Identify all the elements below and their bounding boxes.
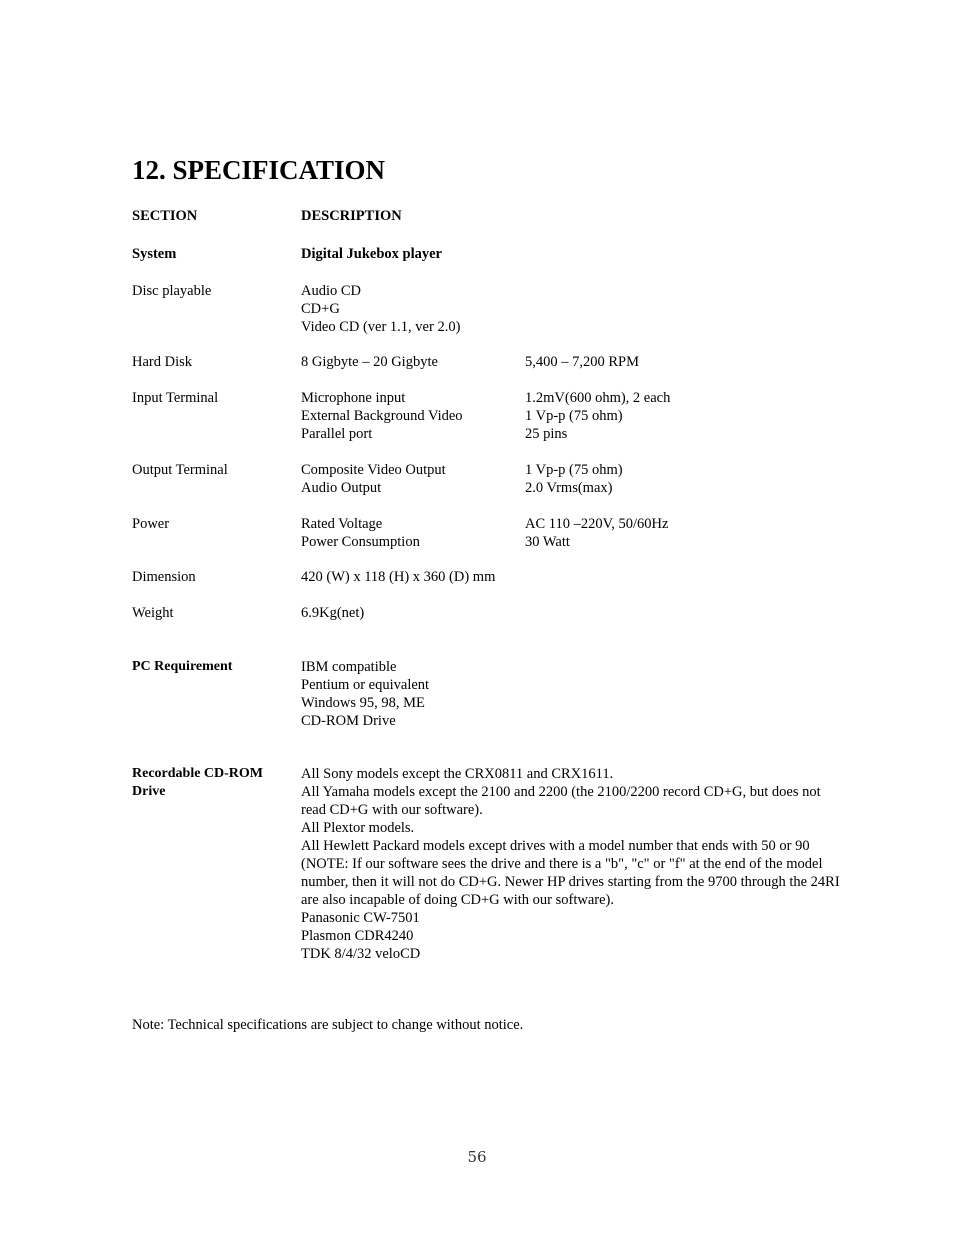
spec-value-output-terminal <box>301 461 446 497</box>
power-item: Power Consumption <box>301 534 420 550</box>
disc-item: Audio CD <box>301 283 362 299</box>
power-item: Rated Voltage <box>301 516 383 532</box>
spec-value-hard-disk: 8 Gigbyte – 20 Gigbyte <box>301 354 438 370</box>
input-item: Parallel port <box>301 426 373 442</box>
page-number: 56 <box>467 1148 487 1166</box>
input-detail: 25 pins <box>525 426 568 442</box>
spec-value-system: Digital Jukebox player <box>301 246 442 262</box>
input-item: External Background Video <box>301 408 463 424</box>
spec-detail-hard-disk: 5,400 – 7,200 RPM <box>525 354 640 370</box>
spec-label-power: Power <box>132 516 170 532</box>
cdrom-item: Panasonic CW-7501 <box>301 910 420 926</box>
disclaimer-note: Note: Technical specifications are subject to change without notice. <box>132 1017 524 1033</box>
disc-item: Video CD (ver 1.1, ver 2.0) <box>301 319 461 335</box>
page-title: 12. SPECIFICATION <box>132 155 386 185</box>
spec-value-power <box>301 515 420 551</box>
spec-value-pc-requirement <box>301 658 429 730</box>
pc-item: Windows 95, 98, ME <box>301 695 425 711</box>
cdrom-label-line: Drive <box>132 784 166 799</box>
pc-item: CD-ROM Drive <box>301 713 396 729</box>
spec-label-input-terminal: Input Terminal <box>132 390 219 406</box>
output-detail: 1 Vp-p (75 ohm) <box>525 462 623 478</box>
spec-label-weight: Weight <box>132 605 174 621</box>
cdrom-item: All Hewlett Packard models except drives with a model number that ends with 50 or 90 (NOTE: If our software sees the drive and there is a "b", "c" or "f" at the end of the model number, then it will not do CD+G. Newer HP drives starting from the 9700 through the 24RI are also incapable of doing CD+G with our software). <box>301 838 840 908</box>
input-item: Microphone input <box>301 390 406 406</box>
spec-value-recordable-cdrom <box>301 765 844 963</box>
spec-label-output-terminal: Output Terminal <box>132 462 228 478</box>
spec-detail-power <box>525 515 668 551</box>
spec-value-weight: 6.9Kg(net) <box>301 605 365 621</box>
cdrom-item: All Plextor models. <box>301 820 415 836</box>
cdrom-item: All Sony models except the CRX0811 and CRX1611. <box>301 766 614 782</box>
output-item: Audio Output <box>301 480 382 496</box>
spec-label-hard-disk: Hard Disk <box>132 354 193 370</box>
power-detail: 30 Watt <box>525 534 570 550</box>
spec-detail-output-terminal <box>525 461 623 497</box>
spec-label-dimension: Dimension <box>132 569 196 585</box>
power-detail: AC 110 –220V, 50/60Hz <box>525 516 669 532</box>
input-detail: 1.2mV(600 ohm), 2 each <box>525 390 671 406</box>
section-column-header: SECTION <box>132 208 198 224</box>
output-item: Composite Video Output <box>301 462 446 478</box>
cdrom-item: All Yamaha models except the 2100 and 2200 (the 2100/2200 record CD+G, but does not read CD+G with our software). <box>301 784 821 818</box>
description-column-header: DESCRIPTION <box>301 208 402 224</box>
spec-label-recordable-cdrom <box>132 765 292 801</box>
cdrom-item: Plasmon CDR4240 <box>301 928 414 944</box>
cdrom-label-line: Recordable CD-ROM <box>132 766 264 781</box>
pc-item: Pentium or equivalent <box>301 677 430 693</box>
cdrom-item: TDK 8/4/32 veloCD <box>301 946 421 962</box>
spec-detail-input-terminal <box>525 389 670 443</box>
output-detail: 2.0 Vrms(max) <box>525 480 613 496</box>
spec-value-input-terminal <box>301 389 463 443</box>
pc-item: IBM compatible <box>301 659 397 675</box>
spec-label-disc-playable: Disc playable <box>132 283 212 299</box>
spec-label-system: System <box>132 246 177 262</box>
spec-label-pc-requirement: PC Requirement <box>132 659 233 674</box>
spec-value-disc-playable <box>301 282 460 336</box>
disc-item: CD+G <box>301 301 340 317</box>
spec-value-dimension: 420 (W) x 118 (H) x 360 (D) mm <box>301 569 496 585</box>
input-detail: 1 Vp-p (75 ohm) <box>525 408 623 424</box>
